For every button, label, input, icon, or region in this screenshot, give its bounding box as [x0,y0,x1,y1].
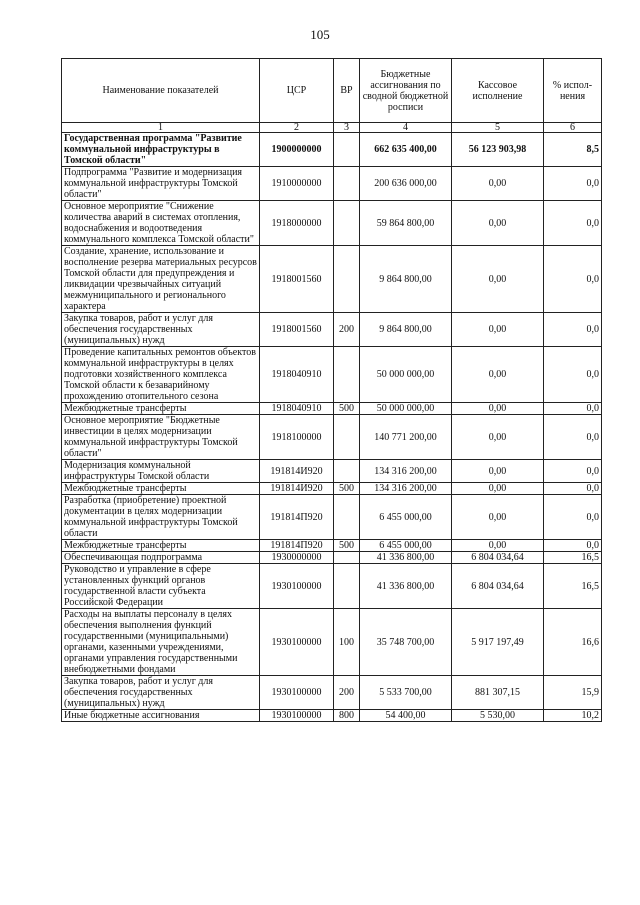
row-budget-assignment: 134 316 200,00 [360,460,452,483]
row-vr-code: 800 [334,710,360,722]
row-budget-assignment: 200 636 000,00 [360,167,452,201]
row-percent-execution: 10,2 [544,710,602,722]
page-number: 105 [310,27,330,42]
row-cash-execution: 0,00 [452,483,544,495]
row-csr-code: 1930100000 [260,564,334,609]
row-percent-execution: 0,0 [544,460,602,483]
row-vr-code: 500 [334,483,360,495]
table-row [62,201,602,246]
row-name: Проведение капитальных ремонтов объектов коммунальной инфраструктуры в целях подготовки хозяйственного комплекса Томской области к безаварийному прохождению отопительного сезона [62,347,260,403]
table-row [62,167,602,201]
row-cash-execution: 0,00 [452,167,544,201]
row-budget-assignment: 41 336 800,00 [360,552,452,564]
table-row [62,415,602,460]
row-percent-execution: 8,5 [544,133,602,167]
row-budget-assignment: 9 864 800,00 [360,246,452,313]
row-cash-execution: 0,00 [452,540,544,552]
table-row [62,676,602,710]
row-cash-execution: 0,00 [452,403,544,415]
table-row [62,483,602,495]
row-budget-assignment: 54 400,00 [360,710,452,722]
column-number: 1 [62,123,260,133]
row-csr-code: 191814П920 [260,495,334,540]
column-number: 4 [360,123,452,133]
row-name: Разработка (приобретение) проектной документации в целях модернизации коммунальной инфраструктуры Томской области [62,495,260,540]
row-name: Основное мероприятие "Снижение количества аварий в системах отопления, водоснабжения и водоотведения коммунального комплекса Томской области" [62,201,260,246]
row-name: Государственная программа "Развитие коммунальной инфраструктуры в Томской области" [62,133,260,167]
row-name: Создание, хранение, использование и восполнение резерва материальных ресурсов Томской области для предупреждения и ликвидации чрезвычайных ситуаций межмуниципального и регионального характера [62,246,260,313]
row-percent-execution: 0,0 [544,540,602,552]
row-csr-code: 1930100000 [260,676,334,710]
row-cash-execution: 0,00 [452,246,544,313]
row-percent-execution: 0,0 [544,403,602,415]
row-csr-code: 1910000000 [260,167,334,201]
row-csr-code: 191814И920 [260,460,334,483]
row-name: Руководство и управление в сфере установленных функций органов государственной власти субъекта Российской Федерации [62,564,260,609]
row-budget-assignment: 6 455 000,00 [360,495,452,540]
row-name: Иные бюджетные ассигнования [62,710,260,722]
row-cash-execution: 0,00 [452,201,544,246]
row-percent-execution: 16,6 [544,609,602,676]
row-name: Обеспечивающая подпрограмма [62,552,260,564]
row-csr-code: 1918001560 [260,246,334,313]
row-budget-assignment: 41 336 800,00 [360,564,452,609]
table-row [62,313,602,347]
table-row [62,609,602,676]
row-csr-code: 1918000000 [260,201,334,246]
row-csr-code: 1918040910 [260,347,334,403]
row-csr-code: 191814П920 [260,540,334,552]
header-cash-execution: Кассовое исполнение [452,59,544,123]
row-percent-execution: 0,0 [544,167,602,201]
row-cash-execution: 0,00 [452,495,544,540]
table-row [62,347,602,403]
row-cash-execution: 56 123 903,98 [452,133,544,167]
row-name: Межбюджетные трансферты [62,483,260,495]
row-vr-code [334,564,360,609]
column-number: 6 [544,123,602,133]
row-csr-code: 1918100000 [260,415,334,460]
table-row [62,403,602,415]
row-csr-code: 1918001560 [260,313,334,347]
row-vr-code [334,495,360,540]
row-budget-assignment: 50 000 000,00 [360,403,452,415]
row-percent-execution: 0,0 [544,495,602,540]
row-budget-assignment: 59 864 800,00 [360,201,452,246]
table-row [62,133,602,167]
row-vr-code [334,133,360,167]
table-row [62,495,602,540]
row-percent-execution: 0,0 [544,201,602,246]
row-percent-execution: 16,5 [544,552,602,564]
row-cash-execution: 6 804 034,64 [452,564,544,609]
row-vr-code [334,347,360,403]
row-name: Закупка товаров, работ и услуг для обеспечения государственных (муниципальных) нужд [62,676,260,710]
table-row [62,564,602,609]
table-row [62,246,602,313]
header-assignments: Бюджетные ассигнования по сводной бюджетной росписи [360,59,452,123]
row-name: Расходы на выплаты персоналу в целях обеспечения выполнения функций государственными (муниципальными) органами, казенными учреждениями, органами управления государственными внебюджетными фондами [62,609,260,676]
row-vr-code [334,201,360,246]
row-csr-code: 1930100000 [260,609,334,676]
row-cash-execution: 0,00 [452,313,544,347]
row-percent-execution: 0,0 [544,347,602,403]
row-vr-code: 200 [334,676,360,710]
row-csr-code: 1930000000 [260,552,334,564]
row-cash-execution: 6 804 034,64 [452,552,544,564]
row-budget-assignment: 140 771 200,00 [360,415,452,460]
row-percent-execution: 0,0 [544,415,602,460]
row-budget-assignment: 35 748 700,00 [360,609,452,676]
row-name: Модернизация коммунальной инфраструктуры Томской области [62,460,260,483]
row-name: Подпрограмма "Развитие и модернизация коммунальной инфраструктуры Томской области" [62,167,260,201]
row-csr-code: 1930100000 [260,710,334,722]
column-number-row [62,123,602,133]
row-budget-assignment: 134 316 200,00 [360,483,452,495]
row-cash-execution: 0,00 [452,460,544,483]
row-vr-code: 200 [334,313,360,347]
row-cash-execution: 0,00 [452,347,544,403]
row-name: Межбюджетные трансферты [62,403,260,415]
row-vr-code [334,246,360,313]
table-row [62,460,602,483]
row-name: Основное мероприятие "Бюджетные инвестиции в целях модернизации коммунальной инфраструктуры Томской области" [62,415,260,460]
row-cash-execution: 0,00 [452,415,544,460]
row-cash-execution: 5 917 197,49 [452,609,544,676]
row-name: Межбюджетные трансферты [62,540,260,552]
row-percent-execution: 0,0 [544,246,602,313]
row-csr-code: 191814И920 [260,483,334,495]
row-csr-code: 1918040910 [260,403,334,415]
row-budget-assignment: 50 000 000,00 [360,347,452,403]
row-vr-code [334,552,360,564]
row-budget-assignment: 5 533 700,00 [360,676,452,710]
row-percent-execution: 0,0 [544,483,602,495]
row-percent-execution: 15,9 [544,676,602,710]
row-vr-code [334,460,360,483]
row-cash-execution: 5 530,00 [452,710,544,722]
table-row [62,540,602,552]
column-number: 3 [334,123,360,133]
row-percent-execution: 0,0 [544,313,602,347]
header-percent-execution: % испол-нения [544,59,602,123]
row-budget-assignment: 662 635 400,00 [360,133,452,167]
column-number: 2 [260,123,334,133]
row-vr-code: 100 [334,609,360,676]
row-budget-assignment: 9 864 800,00 [360,313,452,347]
header-vr: ВР [334,59,360,123]
row-vr-code [334,415,360,460]
table-row [62,552,602,564]
row-vr-code [334,167,360,201]
row-vr-code: 500 [334,403,360,415]
row-percent-execution: 16,5 [544,564,602,609]
row-budget-assignment: 6 455 000,00 [360,540,452,552]
header-name: Наименование показателей [62,59,260,123]
row-vr-code: 500 [334,540,360,552]
row-name: Закупка товаров, работ и услуг для обеспечения государственных (муниципальных) нужд [62,313,260,347]
row-cash-execution: 881 307,15 [452,676,544,710]
table-row [62,710,602,722]
row-csr-code: 1900000000 [260,133,334,167]
header-csr: ЦСР [260,59,334,123]
budget-table [61,58,602,722]
column-number: 5 [452,123,544,133]
